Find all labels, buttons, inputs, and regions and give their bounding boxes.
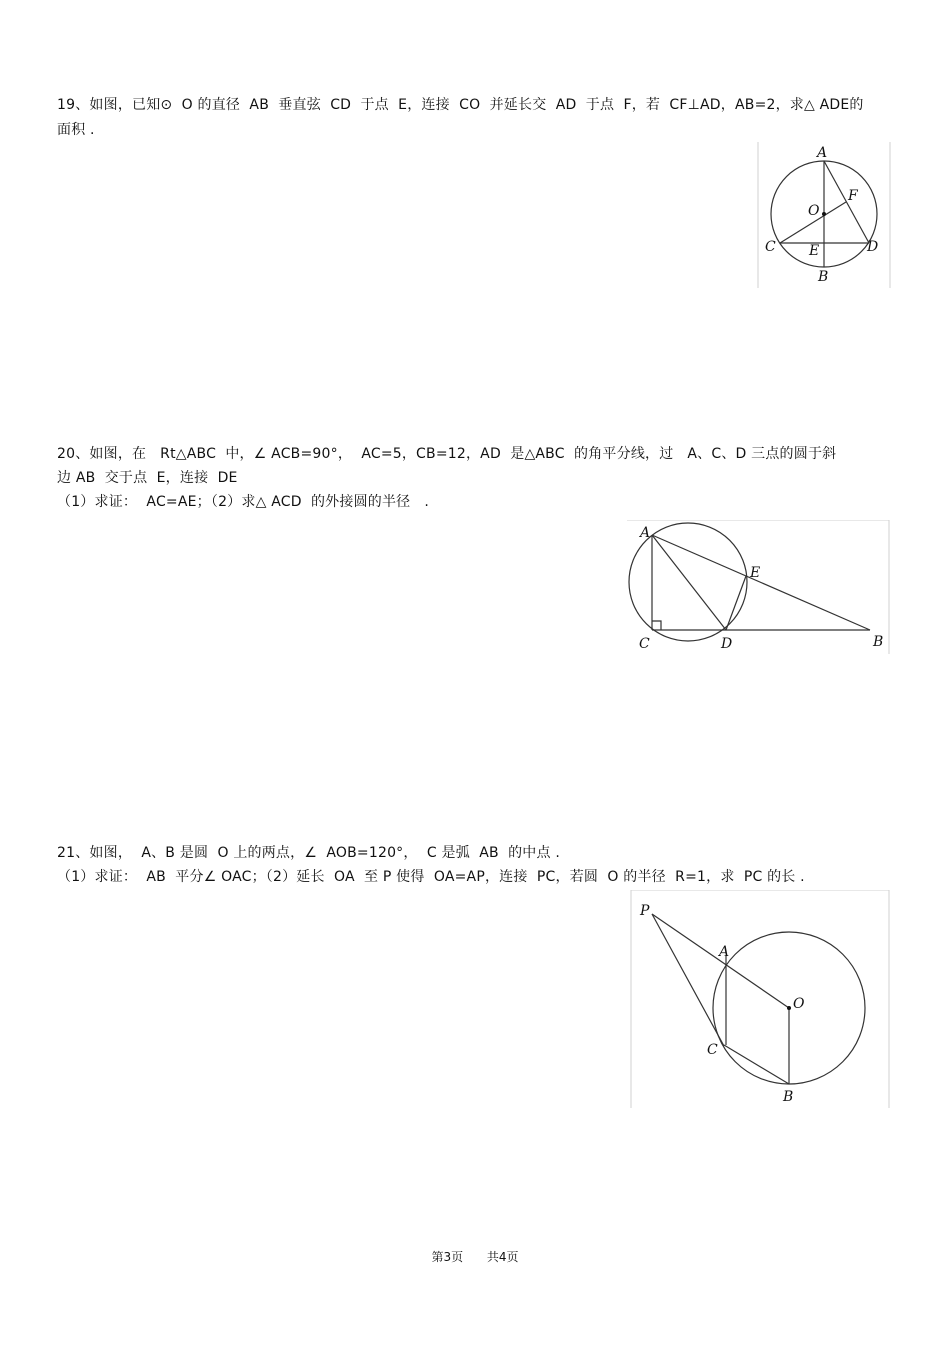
segment-cb	[724, 1045, 789, 1084]
label-f: F	[848, 188, 858, 204]
label-p: P	[640, 903, 650, 919]
label-o: O	[808, 203, 820, 219]
problem-19-line-2: 面积 .	[57, 122, 95, 138]
right-angle-mark	[652, 621, 661, 630]
label-a: A	[817, 145, 828, 161]
center-point-o	[787, 1006, 791, 1010]
label-e: E	[750, 565, 761, 581]
label-o: O	[793, 996, 805, 1012]
problem-20-line-1: 20、如图，在 Rt△ABC 中，∠ ACB=90°， AC=5，CB=12，AD 是△ABC 的角平分线，过 A、C、D 三点的圆于斜	[57, 446, 837, 462]
problem-21-line-2: （1）求证： AB 平分∠ OAC；（2）延长 OA 至 P 使得 OA=AP，连接 PC，若圆 O 的半径 R=1，求 PC 的长 .	[57, 869, 805, 885]
segment-ad	[652, 535, 726, 630]
problem-21-line-1: 21、如图， A、B 是圆 O 上的两点，∠ AOB=120°， C 是弧 AB 的中点 .	[57, 845, 560, 861]
segment-ab	[652, 535, 870, 630]
label-b: B	[818, 269, 829, 285]
label-d: D	[721, 636, 733, 652]
segment-ad	[824, 161, 869, 243]
label-b: B	[873, 634, 884, 650]
label-c: C	[707, 1042, 718, 1058]
label-d: D	[867, 239, 879, 255]
label-a: A	[640, 525, 651, 541]
segment-po	[652, 914, 789, 1008]
page-total: 共4页	[486, 1250, 519, 1264]
problem-19-line-1: 19、如图，已知⊙ O 的直径 AB 垂直弦 CD 于点 E，连接 CO 并延长交 AD 于点 F，若 CF⊥AD，AB=2，求△ ADE的	[57, 97, 864, 113]
label-a: A	[719, 944, 730, 960]
segment-pc	[652, 914, 724, 1046]
problem-20-line-2: 边 AB 交于点 E，连接 DE	[57, 470, 238, 486]
problem-19-figure	[756, 142, 892, 288]
page-footer	[0, 1249, 950, 1265]
label-e: E	[809, 243, 820, 259]
center-point-o	[822, 212, 826, 216]
label-b: B	[783, 1089, 794, 1105]
label-c: C	[639, 636, 650, 652]
label-c: C	[765, 239, 776, 255]
page-number: 第3页	[431, 1250, 464, 1264]
problem-21-figure	[630, 890, 891, 1108]
problem-20-figure	[625, 520, 891, 654]
problem-20-line-3: （1）求证： AC=AE；（2）求△ ACD 的外接圆的半径 .	[57, 494, 429, 510]
